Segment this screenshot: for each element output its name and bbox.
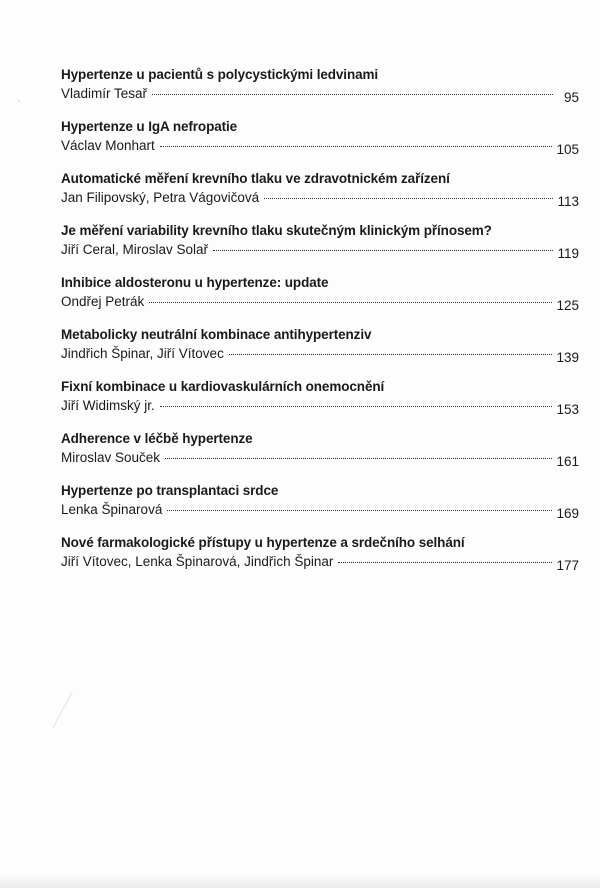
toc-entry <box>61 118 579 170</box>
dot-leader <box>264 198 553 199</box>
toc-entry <box>61 482 579 534</box>
toc-entry <box>61 66 579 118</box>
scan-speck <box>53 692 73 728</box>
entry-title: Je měření variability krevního tlaku skutečným klinickým přínosem? <box>61 223 492 238</box>
toc-entry <box>61 326 579 378</box>
entry-line <box>61 137 579 157</box>
entry-authors: Jiří Widimský jr. <box>61 398 155 413</box>
entry-title: Inhibice aldosteronu u hypertenze: update <box>61 275 329 290</box>
page-bottom-edge <box>0 874 600 888</box>
entry-line <box>61 501 579 521</box>
entry-page-number: 139 <box>556 350 579 365</box>
entry-authors: Ondřej Petrák <box>61 294 145 309</box>
dot-leader <box>152 94 553 95</box>
entry-authors: Jan Filipovský, Petra Vágovičová <box>61 190 260 205</box>
dot-leader <box>167 510 552 511</box>
dot-leader <box>160 406 553 407</box>
entry-line <box>61 553 579 573</box>
toc-entry <box>61 378 579 430</box>
entry-line <box>61 345 579 365</box>
entry-authors: Miroslav Souček <box>61 450 161 465</box>
toc-entry <box>61 170 579 222</box>
entry-line <box>61 449 579 469</box>
entry-authors: Václav Monhart <box>61 138 155 153</box>
entry-title: Fixní kombinace u kardiovaskulárních onemocnění <box>61 379 385 394</box>
entry-line <box>61 189 579 209</box>
entry-authors: Jiří Ceral, Miroslav Solař <box>61 242 209 257</box>
entry-page-number: 113 <box>557 194 579 209</box>
dot-leader <box>149 302 552 303</box>
entry-title: Automatické měření krevního tlaku ve zdravotnickém zařízení <box>61 171 450 186</box>
table-of-contents <box>61 66 579 586</box>
entry-authors: Jiří Vítovec, Lenka Špinarová, Jindřich Špinar <box>61 554 334 569</box>
entry-page-number: 153 <box>556 402 579 417</box>
entry-page-number: 105 <box>556 142 579 157</box>
entry-line <box>61 85 579 105</box>
scan-speck <box>18 100 20 102</box>
toc-entry <box>61 274 579 326</box>
entry-title: Metabolicky neutrální kombinace antihypertenziv <box>61 327 372 342</box>
entry-page-number: 95 <box>563 90 579 105</box>
dot-leader <box>338 562 552 563</box>
toc-entry <box>61 430 579 482</box>
dot-leader <box>229 354 553 355</box>
toc-entry <box>61 534 579 586</box>
toc-entry <box>61 222 579 274</box>
dot-leader <box>213 250 553 251</box>
dot-leader <box>160 146 553 147</box>
entry-page-number: 119 <box>557 246 579 261</box>
entry-title: Hypertenze po transplantaci srdce <box>61 483 279 498</box>
entry-title: Nové farmakologické přístupy u hypertenze a srdečního selhání <box>61 535 465 550</box>
entry-page-number: 169 <box>556 506 579 521</box>
entry-title: Hypertenze u IgA nefropatie <box>61 119 238 134</box>
entry-line <box>61 397 579 417</box>
entry-page-number: 161 <box>556 454 579 469</box>
entry-authors: Lenka Špinarová <box>61 502 163 517</box>
entry-page-number: 177 <box>556 558 579 573</box>
entry-title: Hypertenze u pacientů s polycystickými ledvinami <box>61 67 379 82</box>
entry-page-number: 125 <box>556 298 579 313</box>
entry-authors: Jindřich Špinar, Jiří Vítovec <box>61 346 224 361</box>
dot-leader <box>165 458 552 459</box>
entry-authors: Vladimír Tesař <box>61 86 148 101</box>
entry-line <box>61 241 579 261</box>
entry-title: Adherence v léčbě hypertenze <box>61 431 253 446</box>
entry-line <box>61 293 579 313</box>
scan-speck <box>428 91 430 93</box>
